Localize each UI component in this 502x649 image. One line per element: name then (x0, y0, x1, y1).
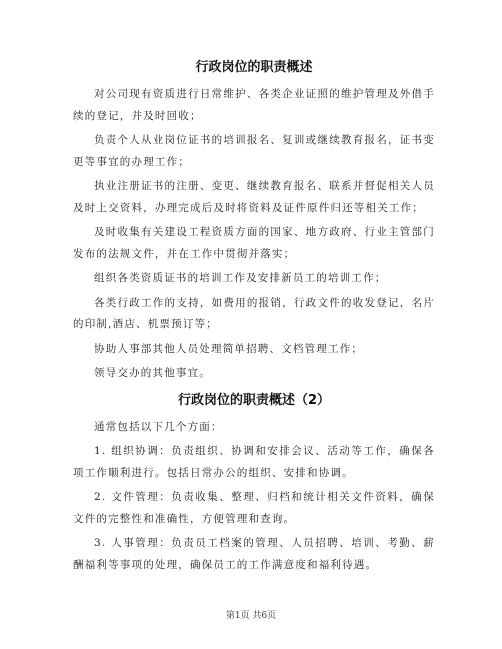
section-1-paragraph: 各类行政工作的支持，如费用的报销，行政文件的收发登记，名片的印制,酒店、机票预订等； (73, 296, 435, 330)
section-2-paragraph: 1. 组织协调：负责组织、协调和安排会议、活动等工作，确保各项工作顺利进行。包括日常办公的组织、安排和协调。 (73, 445, 435, 479)
section-1-paragraph: 对公司现有资质进行日常维护、各类企业证照的维护管理及外借手续的登记，并及时回收； (73, 88, 435, 122)
section-1-paragraph: 及时收集有关建设工程资质方面的国家、地方政府、行业主管部门发布的法规文件，并在工作中贯彻并落实； (73, 226, 435, 260)
section-2-paragraph: 2. 文件管理：负责收集、整理、归档和统计相关文件资料，确保文件的完整性和准确性，方便管理和查询。 (73, 491, 435, 525)
section-2-paragraph: 3. 人事管理：负责员工档案的管理、人员招聘、培训、考勤、薪酬福利等事项的处理，确保员工的工作满意度和福利待遇。 (73, 537, 435, 571)
section-1-paragraph: 协助人事部其他人员处理简单招聘、文档管理工作； (94, 342, 364, 355)
section-1-title: 行政岗位的职责概述 (195, 60, 313, 75)
page-number: 第1页 共6页 (225, 611, 277, 621)
document-body (73, 58, 435, 579)
section-1-paragraph: 执业注册证书的注册、变更、继续教育报名、联系并督促相关人员及时上交资料，办理完成后及时将资料及证件原件归还等相关工作； (73, 180, 435, 214)
section-1-paragraph: 负责个人从业岗位证书的培训报名、复训或继续教育报名，证书变更等事宜的办理工作； (73, 134, 435, 168)
section-1-paragraph: 领导交办的其他事宜。 (94, 367, 211, 379)
section-2-paragraph: 通常包括以下几个方面： (94, 420, 223, 433)
section-2-title: 行政岗位的职责概述（2） (177, 392, 331, 408)
section-1-paragraph: 组织各类资质证书的培训工作及安排新员工的培训工作； (94, 272, 387, 284)
